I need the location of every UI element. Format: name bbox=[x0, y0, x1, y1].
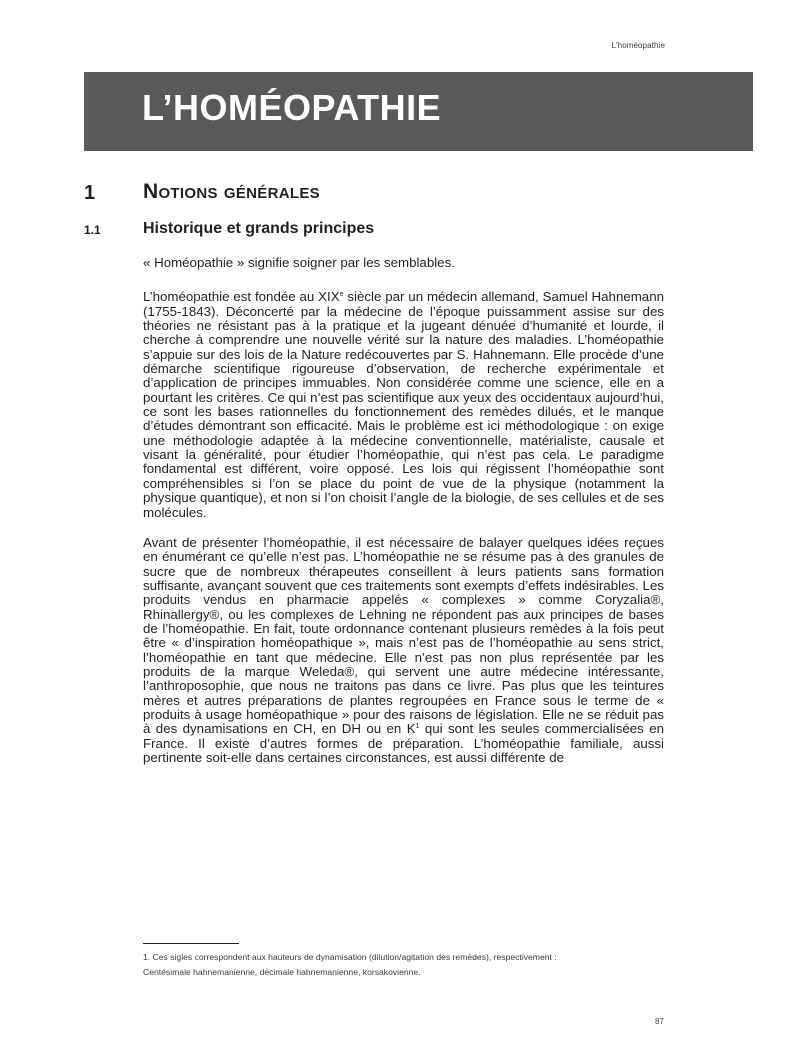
subsection-heading bbox=[84, 220, 684, 242]
misconceptions-text-start: Avant de présenter l’homéopathie, il est nécessaire de balayer quelques idées reçues en énumérant ce qu’elle n’est pas. L’homéopathie ne se résume pas à des granules de sucre que de nombreux thérapeutes conseillent à leurs patients sans formation suffisante, avançant souvent que ces traitements sont exempts d’effets indésirables. Les produits vendus en pharmacie appelés « complexes » comme Coryzalia®, Rhinallergy®, ou les complexes de Lehning ne répondent pas aux principes de bases de l’homéopathie. En fait, toute ordonnance contenant plusieurs remèdes à la fois peut être « d’inspiration homéopathique », mais n’est pas de l’homéopathie au sens strict, l’homéopathie en tant que médecine. Elle n’est pas non plus représentée par les produits de la marque Weleda®, qui servent une autre médecine intéressante, l’anthroposophie, que nous ne traitons pas dans ce livre. Pas plus que les teintures mères et autres préparations de plantes regroupées en France sous le terme de « produits à usage homéopathique » pour des raisons de législation. Elle ne se réduit pas à des dynamisations en CH, en DH ou en K bbox=[143, 534, 664, 737]
misconceptions-text-rest: qui sont les seules commercialisées en France. Il existe d’autres formes de préparation. L’homéopathie familiale, aussi pertinente soit-elle dans certaines circonstances, est aussi différente de bbox=[143, 721, 665, 765]
history-paragraph bbox=[143, 290, 664, 520]
footnote-reference[interactable]: 1 bbox=[415, 723, 420, 731]
section-title: Notions générales bbox=[143, 180, 320, 203]
intro-paragraph: « Homéopathie » signifie soigner par les semblables. bbox=[143, 255, 455, 270]
body-text-column bbox=[143, 256, 664, 765]
century-superscript: e bbox=[339, 291, 344, 299]
paragraph-spacer bbox=[143, 520, 664, 536]
subsection-title: Historique et grands principes bbox=[143, 220, 375, 237]
history-text-start: L’homéopathie est fondée au XIX bbox=[143, 289, 340, 305]
chapter-title: L’HOMÉOPATHIE bbox=[142, 87, 442, 128]
footnote bbox=[143, 950, 673, 980]
running-header: L’homéopathie bbox=[611, 41, 665, 50]
footnote-line-1: 1. Ces sigles correspondent aux hauteurs de dynamisation (dilution/agitation des remèdes), respectivement : bbox=[143, 952, 557, 962]
footnote-divider bbox=[143, 943, 239, 944]
footnote-line-2: Centésimale hahnemanienne, décimale hahnemanienne, korsakovienne. bbox=[143, 967, 421, 977]
chapter-banner bbox=[84, 72, 753, 151]
page-number: 87 bbox=[655, 1017, 664, 1026]
section-number: 1 bbox=[84, 182, 96, 204]
subsection-number: 1.1 bbox=[84, 223, 101, 237]
history-text-rest: siècle par un médecin allemand, Samuel Hahnemann (1755-1843). Déconcerté par la médecine de l’époque puissamment assise sur des théories ne résistant pas à la pratique et la jugeant dénuée d’humanité et lourde, il cherche à comprendre une nouvelle vérité sur la nature des maladies. L’homéopathie s’appuie sur des lois de la Nature redécouvertes par S. Hahnemann. Elle procède d’une démarche scientifique rigoureuse d’observation, de recherche expérimentale et d’application de principes immuables. Non considérée comme une science, elle en a pourtant les critères. Ce qui n’est pas scientifique aux yeux des occidentaux aujourd’hui, ce sont les bases rationnelles du fonctionnement des remèdes dilués, et le manque d’études démontrant son efficacité. Mais le problème est ici méthodologique : on exige une méthodologie adaptée à la médecine conventionnelle, matérialiste, causale et visant la généralité, pour étudier l’homéopathie, qui n’est pas cela. Le paradigme fondamental est différent, voire opposé. Les lois qui régissent l’homéopathie sont compréhensibles si l’on se place du point de vue de la physique (notamment la physique quantique), et non si l’on choisit l’angle de la biologie, de ses cellules et de ses molécules. bbox=[143, 289, 664, 520]
section-heading bbox=[84, 180, 684, 208]
misconceptions-paragraph bbox=[143, 536, 664, 766]
